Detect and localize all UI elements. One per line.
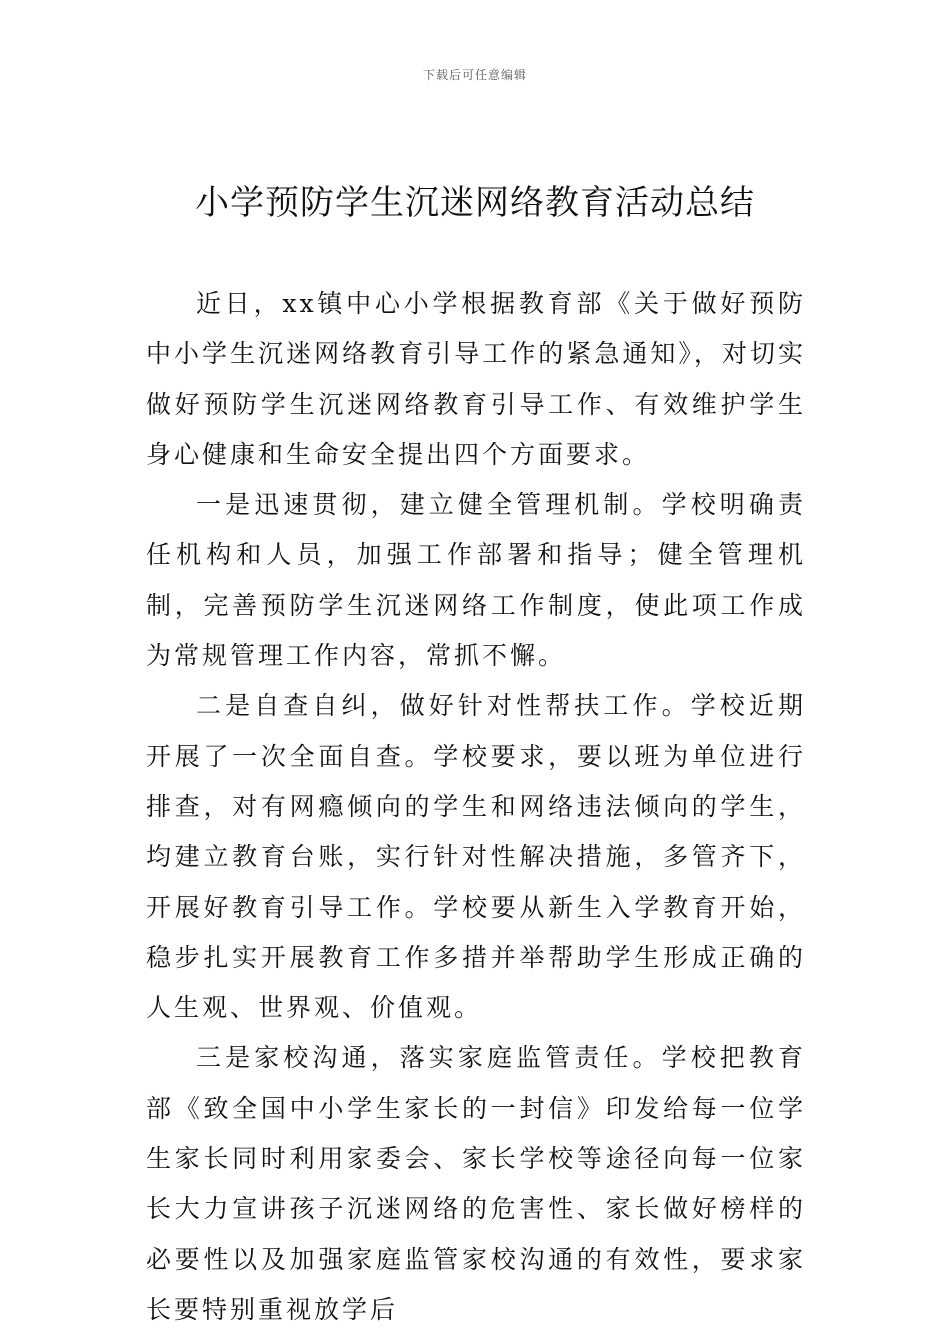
paragraph-intro: 近日，xx镇中心小学根据教育部《关于做好预防中小学生沉迷网络教育引导工作的紧急通知》，对切实做好预防学生沉迷网络教育引导工作、有效维护学生身心健康和生命安全提出四个方面要求。: [146, 289, 806, 469]
paragraph-point-one: 一是迅速贯彻，建立健全管理机制。学校明确责任机构和人员，加强工作部署和指导；健全管理机制，完善预防学生沉迷网络工作制度，使此项工作成为常规管理工作内容，常抓不懈。: [146, 490, 806, 671]
document-body: [146, 279, 806, 1335]
paragraph-point-three: 三是家校沟通，落实家庭监管责任。学校把教育部《致全国中小学生家长的一封信》印发给每一位学生家长同时利用家委会、家长学校等途径向每一位家长大力宣讲孩子沉迷网络的危害性、家长做好榜样的必要性以及加强家庭监管家校沟通的有效性，要求家长要特别重视放学后: [146, 1043, 806, 1324]
paragraph-point-two: 二是自查自纠，做好针对性帮扶工作。学校近期开展了一次全面自查。学校要求，要以班为单位进行排查，对有网瘾倾向的学生和网络违法倾向的学生，均建立教育台账，实行针对性解决措施，多管齐下，开展好教育引导工作。学校要从新生入学教育开始，稳步扎实开展教育工作多措并举帮助学生形成正确的人生观、世界观、价值观。: [146, 691, 806, 1023]
document-title: 小学预防学生沉迷网络教育活动总结: [195, 183, 755, 223]
header-note: 下载后可任意编辑: [422, 68, 527, 82]
